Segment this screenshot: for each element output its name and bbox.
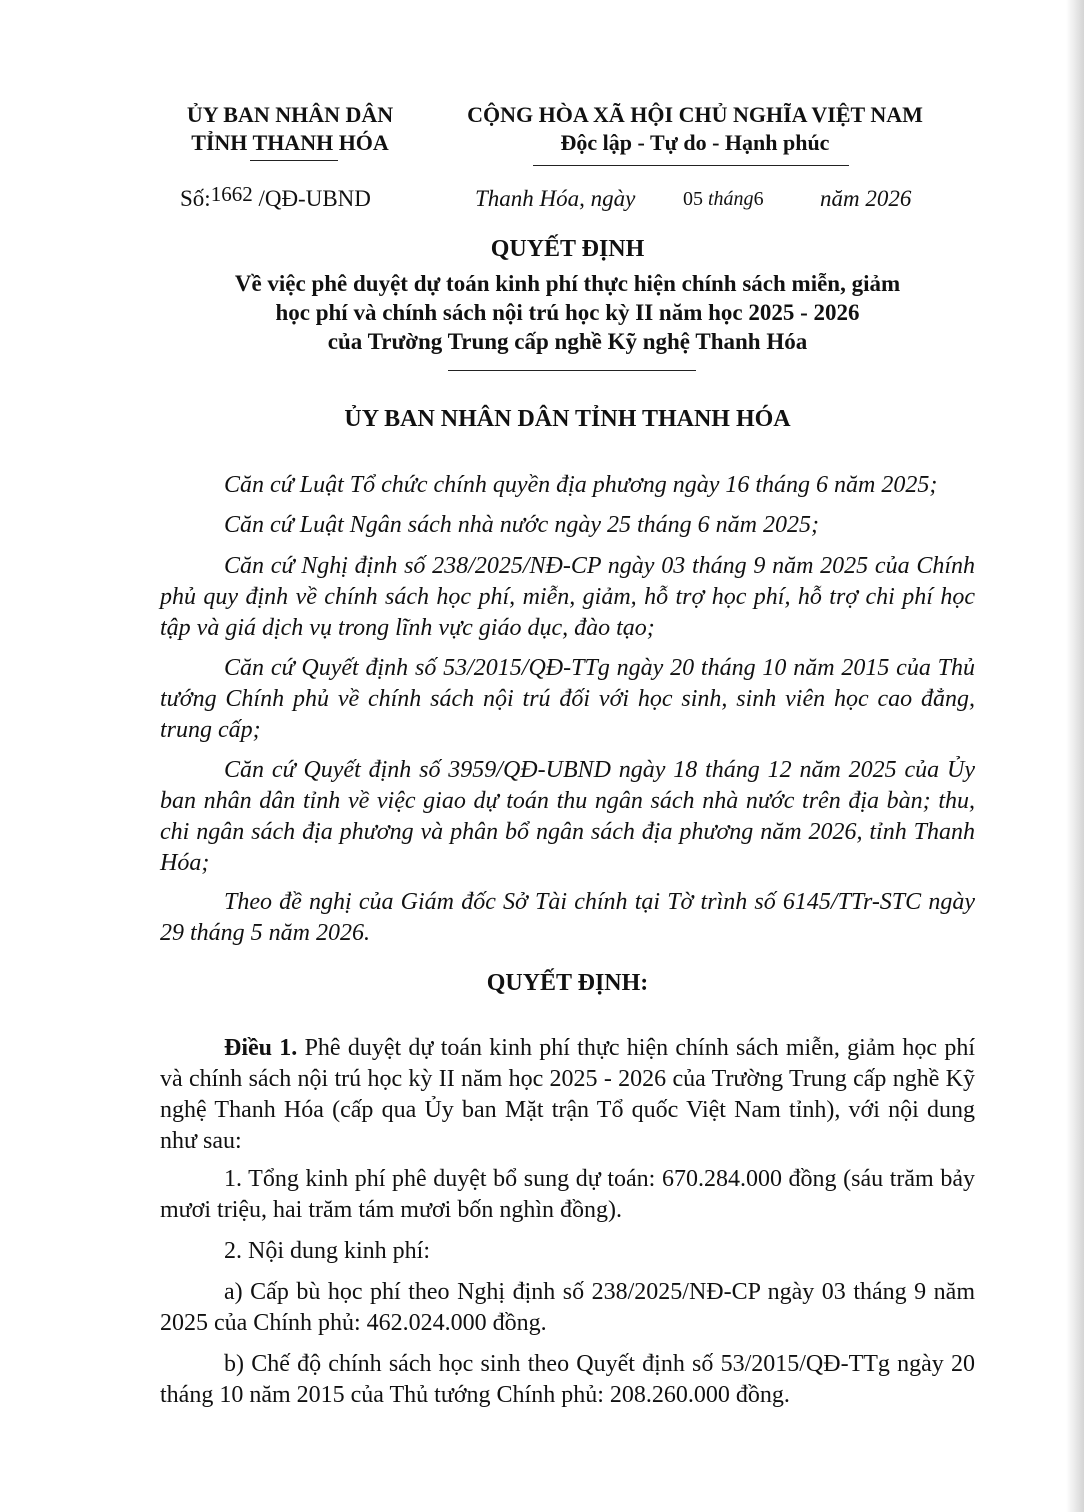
date-day-month [683, 188, 764, 211]
subject-line1: Về việc phê duyệt dự toán kinh phí thực hiện chính sách miễn, giảm [234, 271, 901, 296]
date-year: năm 2026 [820, 186, 912, 211]
number-suffix: /QĐ-UBND [258, 186, 371, 211]
article-1-label: Điều 1. [224, 1035, 298, 1061]
subject-line3: của Trường Trung cấp nghề Kỹ nghệ Thanh Hóa [327, 329, 808, 354]
article-1-item-2b: b) Chế độ chính sách học sinh theo Quyết định số 53/2015/QĐ-TTg ngày 20 tháng 10 năm 2015 của Thủ tướng Chính phủ: 208.260.000 đồng. [160, 1351, 975, 1408]
place-date-prefix: Thanh Hóa, ngày [475, 186, 636, 211]
page-edge-shadow [1066, 0, 1084, 1512]
document-number [180, 182, 371, 212]
basis-local-government-law: Căn cứ Luật Tổ chức chính quyền địa phương ngày 16 tháng 6 năm 2025; [224, 472, 938, 498]
agency-name-line2: TỈNH THANH HÓA [191, 130, 389, 155]
number-value: 1662 [210, 182, 253, 206]
basis-proposal: Theo đề nghị của Giám đốc Sở Tài chính tại Tờ trình số 6145/TTr-STC ngày 29 tháng 5 năm 2026. [160, 889, 975, 946]
article-1-item-2a: a) Cấp bù học phí theo Nghị định số 238/2025/NĐ-CP ngày 03 tháng 9 năm 2025 của Chính phủ: 462.024.000 đồng. [160, 1279, 975, 1336]
article-1-item-1: 1. Tổng kinh phí phê duyệt bổ sung dự toán: 670.284.000 đồng (sáu trăm bảy mươi triệu, hai trăm tám mươi bốn nghìn đồng). [160, 1166, 975, 1223]
decision-heading: QUYẾT ĐỊNH: [486, 970, 649, 996]
subject-line2: học phí và chính sách nội trú học kỳ II năm học 2025 - 2026 [275, 300, 860, 325]
date-month: 6 [753, 188, 764, 210]
issuing-authority: ỦY BAN NHÂN DÂN TỈNH THANH HÓA [344, 406, 791, 432]
basis-decree-238: Căn cứ Nghị định số 238/2025/NĐ-CP ngày 03 tháng 9 năm 2025 của Chính phủ quy định về chính sách học phí, miễn, giảm, hỗ trợ học phí, hỗ trợ chi phí học tập và giá dịch vụ trong lĩnh vực giáo dục, đào tạo; [160, 553, 975, 641]
agency-underline [250, 160, 338, 161]
date-day: 05 [683, 188, 703, 210]
number-prefix: Số: [180, 186, 211, 211]
date-month-word: tháng [708, 188, 754, 210]
national-motto: Độc lập - Tự do - Hạnh phúc [560, 130, 830, 155]
motto-underline [533, 165, 849, 166]
article-1-item-2: 2. Nội dung kinh phí: [224, 1238, 431, 1264]
basis-decision-3959: Căn cứ Quyết định số 3959/QĐ-UBND ngày 18 tháng 12 năm 2025 của Ủy ban nhân dân tỉnh về việc giao dự toán thu ngân sách nhà nước trên địa bàn; thu, chi ngân sách địa phương và phân bổ ngân sách địa phương năm 2026, tỉnh Thanh Hóa; [160, 757, 975, 876]
article-1-text: Phê duyệt dự toán kinh phí thực hiện chính sách miễn, giảm học phí và chính sách nội trú học kỳ II năm học 2025 - 2026 của Trường Trung cấp nghề Kỹ nghệ Thanh Hóa (cấp qua Ủy ban Mặt trận Tổ quốc Việt Nam tỉnh), với nội dung như sau: [160, 1035, 976, 1154]
title-underline [448, 370, 696, 371]
agency-name-line1: ỦY BAN NHÂN DÂN [186, 102, 394, 127]
basis-decision-53: Căn cứ Quyết định số 53/2015/QĐ-TTg ngày 20 tháng 10 năm 2015 của Thủ tướng Chính phủ về chính sách nội trú đối với học sinh, sinh viên học cao đẳng, trung cấp; [160, 655, 975, 743]
national-title: CỘNG HÒA XÃ HỘI CHỦ NGHĨA VIỆT NAM [467, 102, 923, 127]
basis-state-budget-law: Căn cứ Luật Ngân sách nhà nước ngày 25 tháng 6 năm 2025; [224, 512, 819, 538]
decision-title: QUYẾT ĐỊNH [490, 236, 645, 262]
article-1 [160, 1033, 975, 1157]
